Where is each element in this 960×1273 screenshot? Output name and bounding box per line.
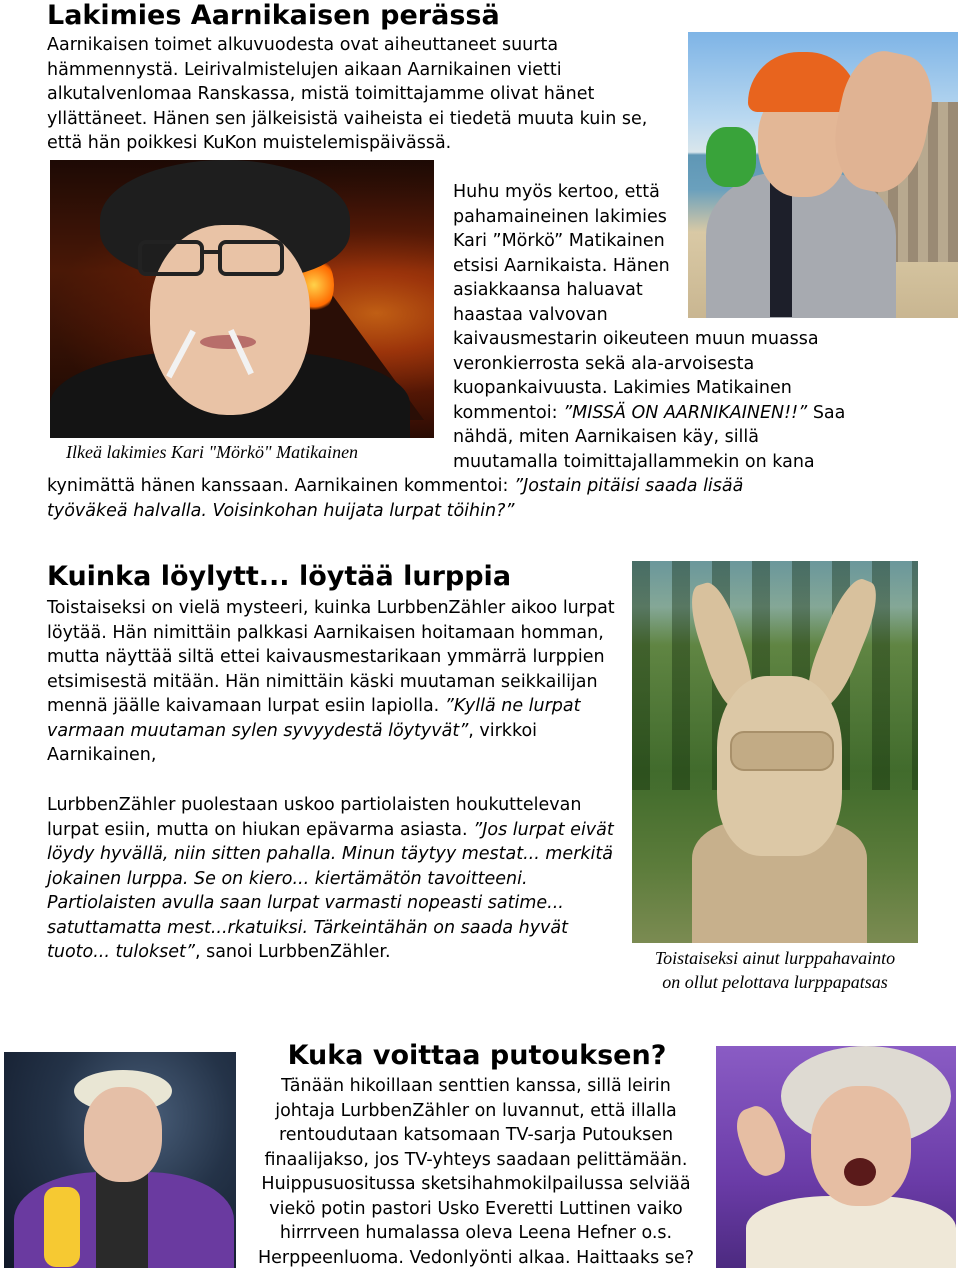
photo-leena-hefner — [716, 1046, 956, 1268]
article1-quote-line: kommentoi: ”MISSÄ ON AARNIKAINEN!!” Saa — [453, 402, 846, 423]
article3-line: rentoudutaan katsomaan TV-sarja Putouksen — [278, 1125, 674, 1145]
caption-lawyer: Ilkeä lakimies Kari "Mörkö" Matikainen — [66, 442, 359, 462]
article3-body — [236, 1074, 716, 1270]
aarnikainen-quote-2: ”Kyllä ne lurpat varmaan muutaman sylen syvyydestä löytyvät” — [47, 696, 581, 741]
aarnikainen-quote: ”Jostain pitäisi saada lisää — [514, 476, 744, 496]
photo-pastor-luttinen — [4, 1052, 236, 1268]
article3-line: viekö potin pastori Usko Everetti Luttinen vaiko — [269, 1198, 683, 1219]
lawyer-quote: ”MISSÄ ON AARNIKAINEN!!” — [563, 402, 808, 423]
article1-line: nähdä, miten Aarnikaisen käy, sillä — [453, 427, 760, 447]
article3-line: Huippusuositussa sketsihahmokilpailussa selviää — [261, 1174, 691, 1194]
article3-line: Herppeenluoma. Vedonlyönti alkaa. Haittaaks se? — [258, 1247, 694, 1268]
caption-statue: Toistaiseksi ainut lurppahavainto on ollut pelottava lurppapatsas — [654, 948, 896, 992]
article1-line: pahamaineinen lakimies — [453, 206, 667, 227]
article1-line: Kari ”Mörkö” Matikainen — [453, 231, 665, 251]
article1-line: Huhu myös kertoo, että — [453, 182, 660, 202]
article1-line: muutamalla toimittajallammekin on kana — [453, 451, 815, 472]
article-title-aarnikainen: Lakimies Aarnikaisen perässä — [47, 0, 500, 31]
lurbbenzahler-quote: ”Jos lurpat eivät löydy hyvällä, niin sitten pahalla. Minun täytyy mestat... merkitä jokainen lurppa. Se on kiero... kiertämätön tavoitteeni. Partiolaisten avulla saan lurpat varmasti nopeasti satime... satuttamatta mest...rkatuiksi. Tärkeintähän on saada hyvät tuoto... tulokset” — [47, 819, 614, 962]
article-title-putous: Kuka voittaa putouksen? — [287, 1040, 667, 1071]
article1-line: kaivausmestarin oikeuteen muun muassa — [453, 329, 819, 349]
photo-lawyer-matikainen — [50, 160, 434, 438]
article3-line: finaalijakso, jos TV-yhteys saadaan pelittämään. — [264, 1149, 688, 1170]
aarnikainen-quote-cont: työväkeä halvalla. Voisinkohan huijata lurpat töihin?” — [47, 500, 515, 521]
article1-line: asiakkaansa haluavat — [453, 280, 643, 300]
article1-body-column — [453, 180, 873, 474]
photo-lurppa-statue — [632, 561, 918, 943]
article3-line: Tänään hikoillaan senttien kanssa, sillä leirin — [281, 1076, 671, 1096]
article2-para2: LurbbenZähler puolestaan uskoo partiolaisten houkuttelevan lurpat esiin, mutta on hiukan epävarma asiasta. ”Jos lurpat eivät löydy hyvällä, niin sitten pahalla. Minun täytyy mestat... merkitä jokainen lurppa. Se on kiero... kiertämätön tavoitteeni. Partiolaisten avulla saan lurpat varmasti nopeasti satime... satuttamatta mest...rkatuiksi. Tärkeintähän on saada hyvät tuoto... tulokset”, sanoi LurbbenZähler. — [47, 795, 614, 962]
article1-body-bottom: kynimättä hänen kanssaan. Aarnikainen kommentoi: ”Jostain pitäisi saada lisää työväkeä halvalla. Voisinkohan huijata lurpat töihin?” — [47, 474, 847, 523]
article1-line: kuopankaivuusta. Lakimies Matikainen — [453, 378, 792, 398]
article-title-lurppia: Kuinka löylytt... löytää lurppia — [47, 561, 512, 592]
article2-para1: Toistaiseksi on vielä mysteeri, kuinka LurbbenZähler aikoo lurpat löytää. Hän nimittäin palkkasi Aarnikaisen hoitamaan homman, mutta näyttää siltä ettei kaivausmestarikaan ymmärrä lurppien etsimisestä mitään. Hän nimittäin käski muutaman seikkailijan mennä jäälle kaivamaan lurpat esiin lapiolla. ”Kyllä ne lurpat varmaan muutaman sylen syvyydestä löytyvät”, virkkoi Aarnikainen, — [47, 598, 615, 765]
article1-line: haastaa valvovan — [453, 304, 608, 325]
article-intro: Aarnikaisen toimet alkuvuodesta ovat aiheuttaneet suurta hämmennystä. Leirivalmistelujen aikaan Aarnikainen vietti alkutalvenlomaa Ranskassa, mistä toimittajamme olivat hänet yllättäneet. Hänen sen jälkeisistä vaiheista ei tiedetä muuta kuin se, että hän poikkesi KuKon muistelemispäivässä. — [47, 35, 648, 153]
article3-line: hirrrveen humalassa oleva Leena Hefner o.s. — [279, 1223, 673, 1243]
article3-line: johtaja LurbbenZähler on luvannut, että illalla — [275, 1100, 677, 1121]
article1-line: veronkierrosta sekä ala-arvoisesta — [453, 353, 755, 374]
article1-line: etsisi Aarnikaista. Hänen — [453, 255, 670, 276]
